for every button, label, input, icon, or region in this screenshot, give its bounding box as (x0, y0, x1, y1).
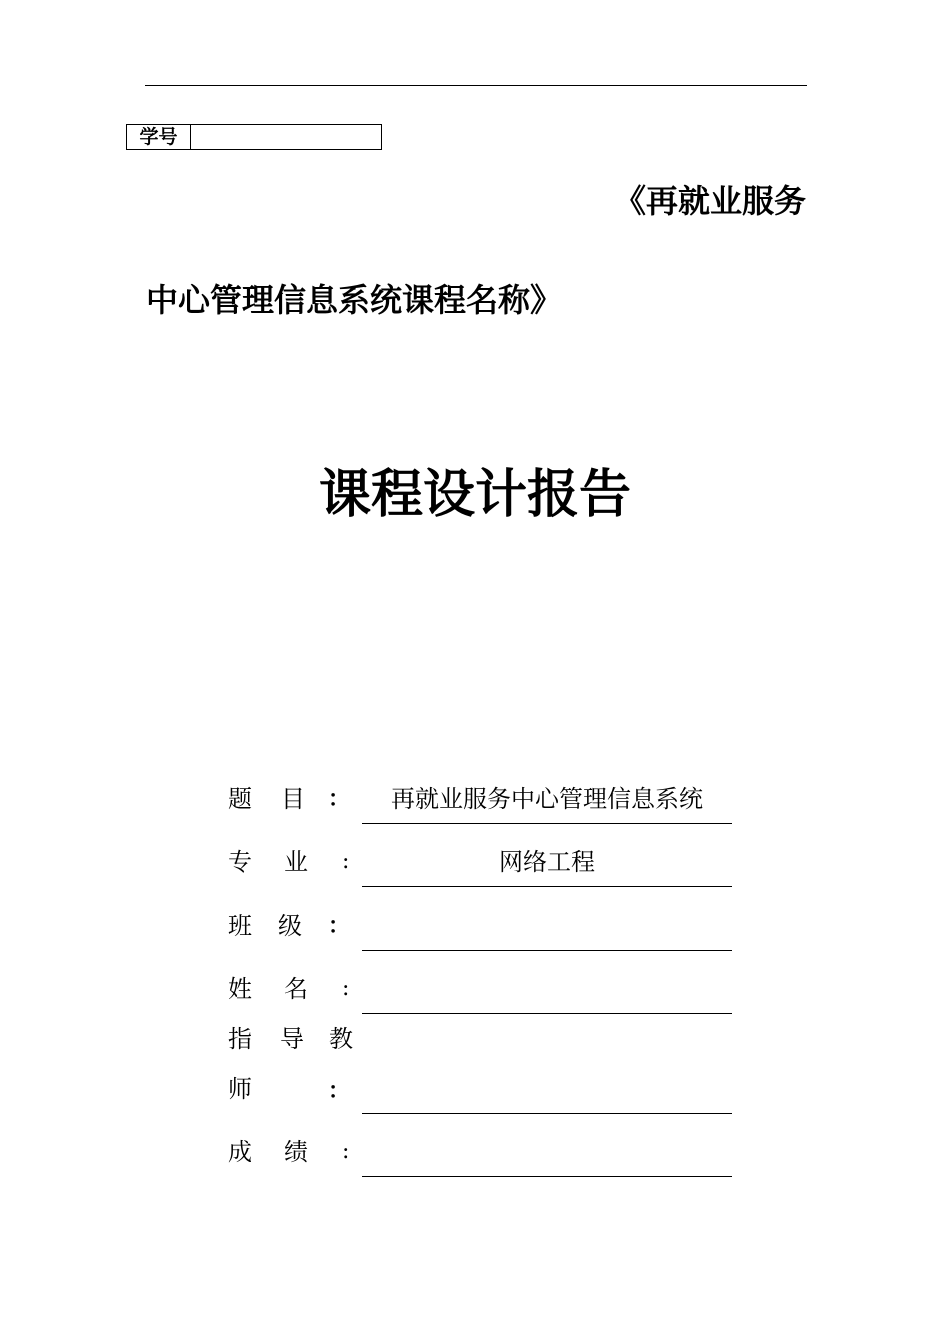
student-id-field[interactable] (191, 125, 381, 149)
class-underline (362, 950, 732, 951)
name-colon: : (342, 976, 350, 1001)
course-name-line2: 中心管理信息系统课程名称》 (146, 281, 563, 319)
course-name-line1: 《再就业服务 (613, 182, 806, 220)
grade-underline (362, 1176, 732, 1177)
class-colon: ： (328, 913, 351, 939)
advisor-underline (362, 1113, 732, 1114)
grade-colon: : (342, 1139, 350, 1164)
report-title: 课程设计报告 (318, 465, 631, 525)
major-value[interactable]: 网络工程 (499, 848, 595, 876)
major-colon: : (342, 849, 350, 874)
topic-underline (362, 823, 732, 824)
topic-colon: ： (328, 786, 351, 812)
student-id-label: 学号 (127, 125, 191, 149)
student-id-box (126, 124, 382, 150)
topic-value[interactable]: 再就业服务中心管理信息系统 (391, 785, 703, 813)
advisor-colon: ： (328, 1078, 351, 1104)
major-underline (362, 886, 732, 887)
name-underline (362, 1013, 732, 1014)
header-rule (145, 85, 807, 86)
